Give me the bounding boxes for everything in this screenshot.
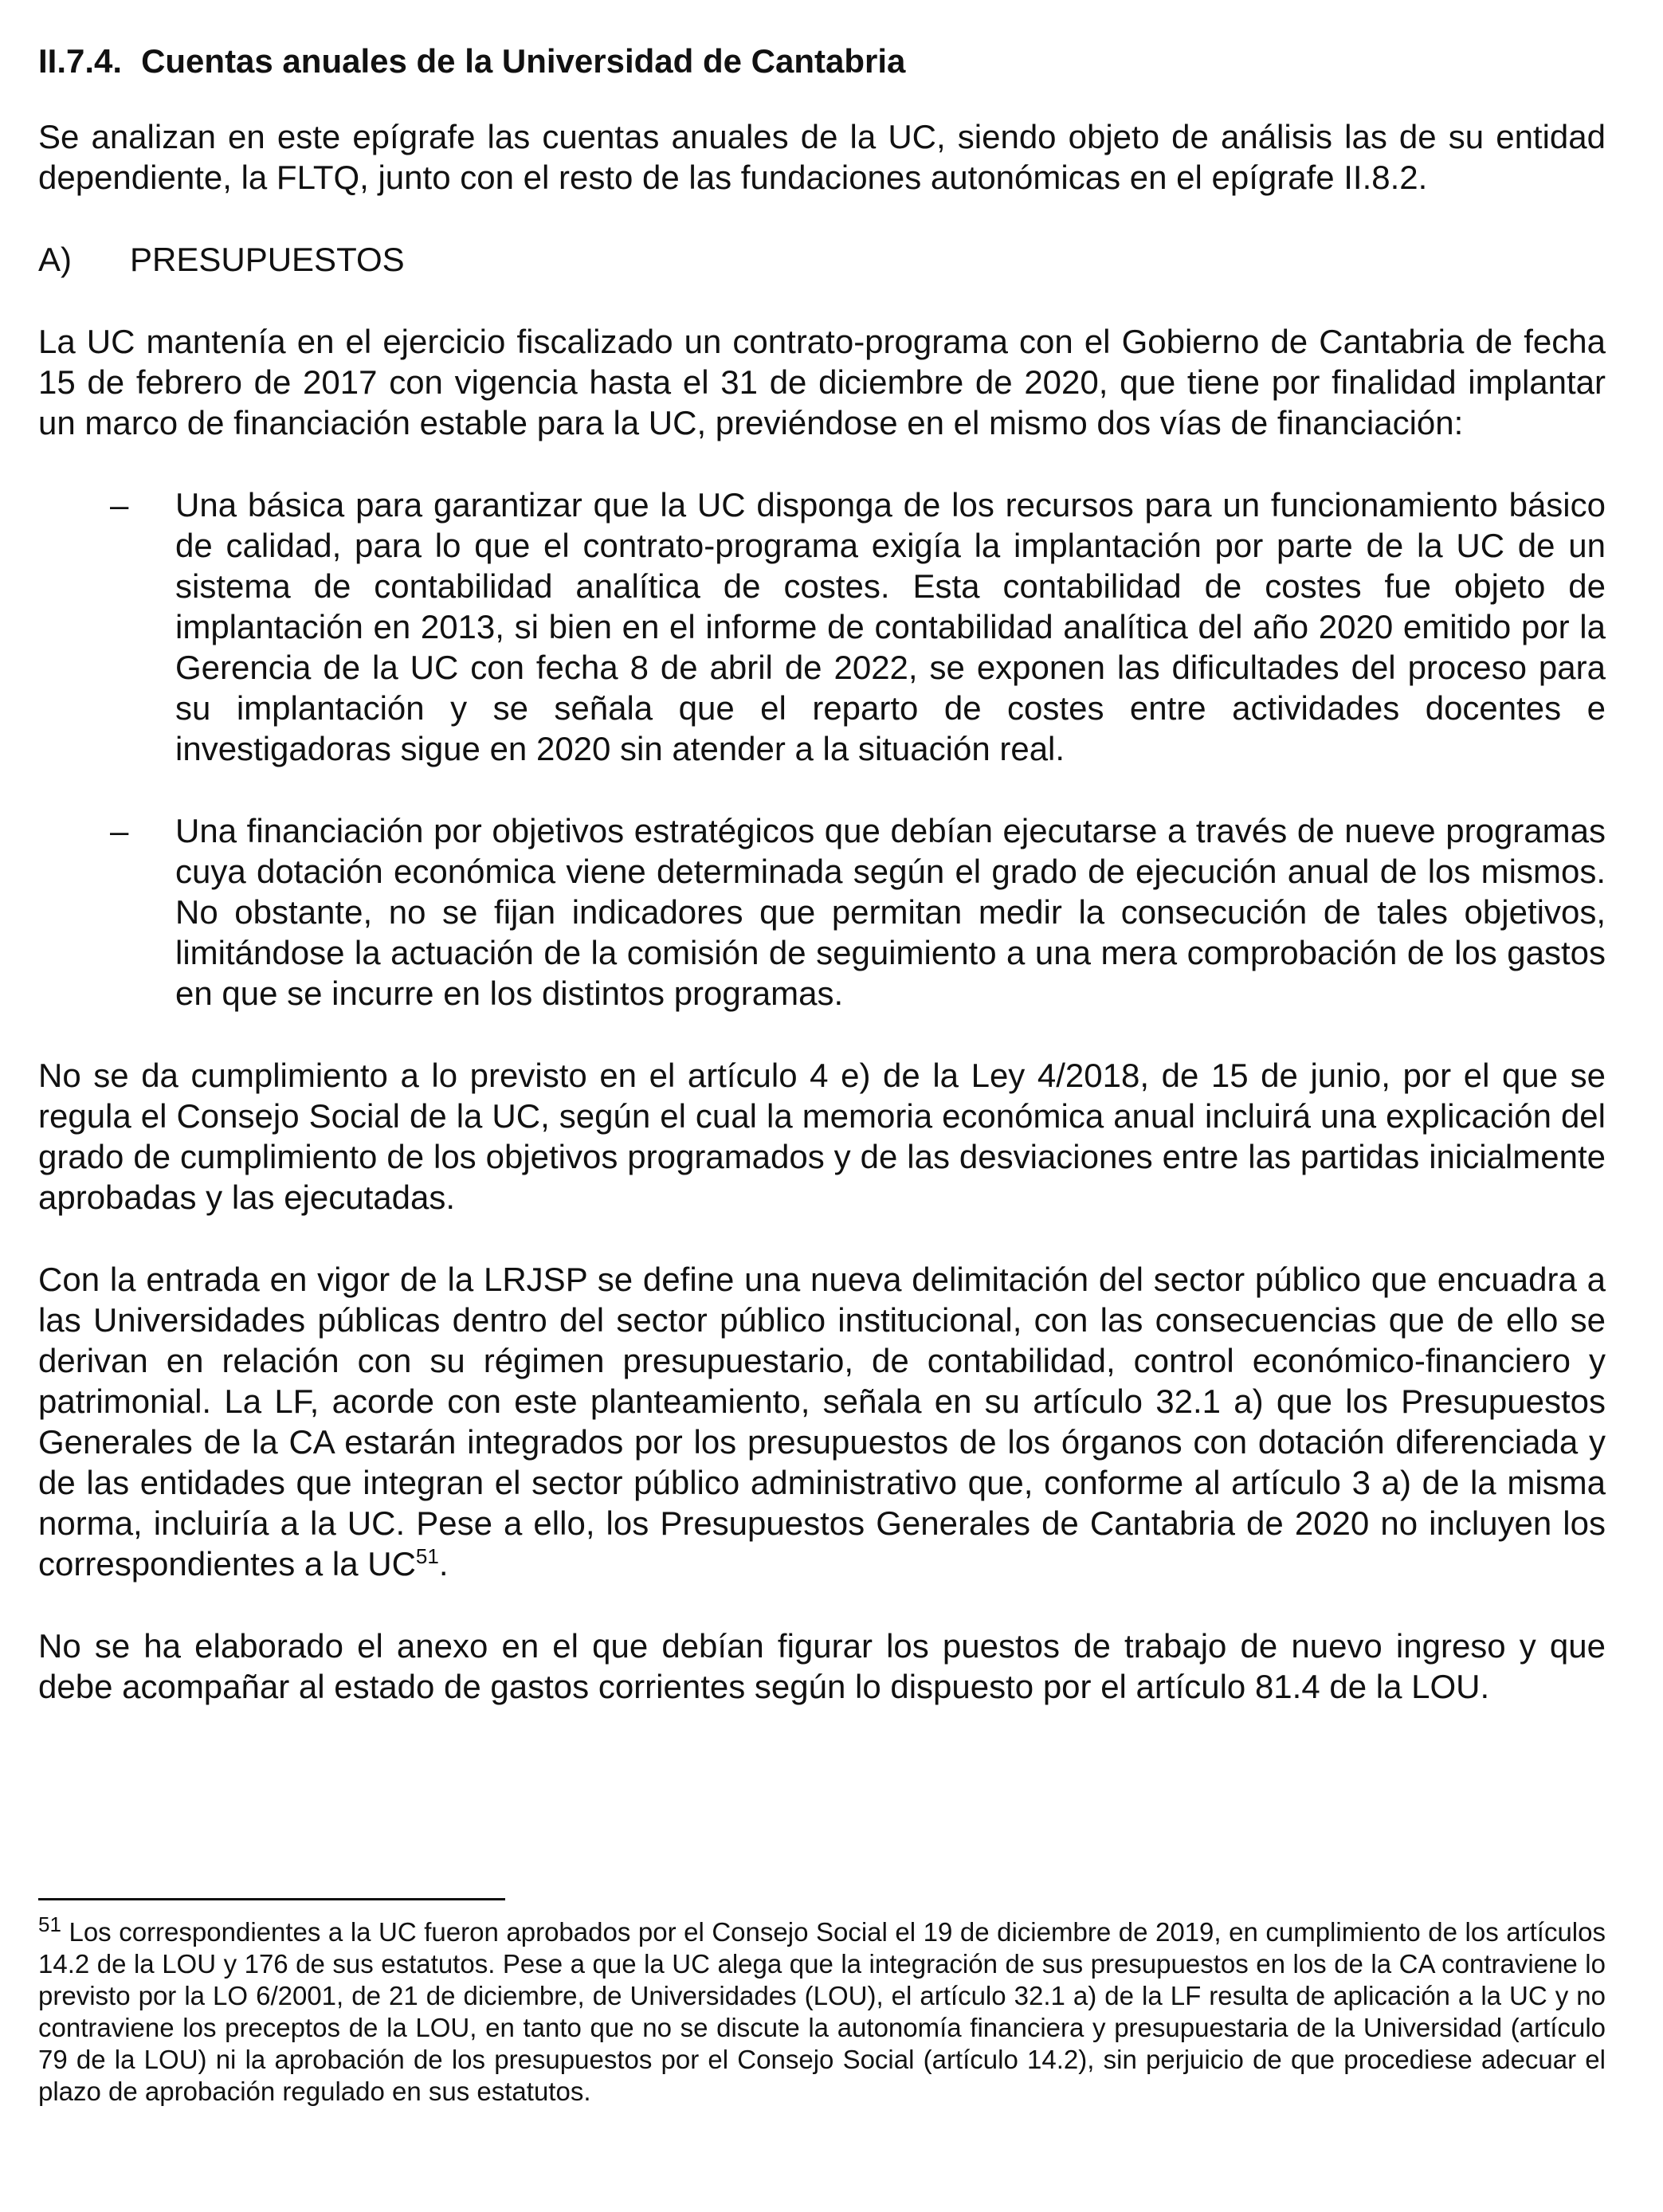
list-item: [38, 810, 1606, 1014]
footnote-number: 51: [38, 1912, 61, 1936]
subsection-letter: A): [38, 241, 72, 278]
ley-paragraph: No se da cumplimiento a lo previsto en el artículo 4 e) de la Ley 4/2018, de 15 de junio, por el que se regula el Consejo Social de la UC, según el cual la memoria económica anual incluirá una explicación del grado de cumplimiento de los objetivos programados y de las desviaciones entre las partidas inicialmente aprobadas y las ejecutadas.: [38, 1057, 1606, 1216]
heading-number: II.7.4.: [38, 42, 123, 80]
contrato-paragraph: La UC mantenía en el ejercicio fiscalizado un contrato-programa con el Gobierno de Cantabria de fecha 15 de febrero de 2017 con vigencia hasta el 31 de diciembre de 2020, que tiene por finalidad implantar un marco de financiación estable para la UC, previéndose en el mismo dos vías de financiación:: [38, 323, 1606, 441]
footnote: [38, 1912, 1606, 2108]
section-heading: [38, 40, 1606, 83]
lrjsp-paragraph: [38, 1259, 1606, 1584]
list-item-text: Una financiación por objetivos estratégicos que debían ejecutarse a través de nueve programas cuya dotación económica viene determinada según el grado de ejecución anual de los mismos. No obstante, no se fijan indicadores que permitan medir la consecución de tales objetivos, limitándose la actuación de la comisión de seguimiento a una mera comprobación de los gastos en que se incurre en los distintos programas.: [175, 812, 1606, 1012]
intro-paragraph: Se analizan en este epígrafe las cuentas anuales de la UC, siendo objeto de análisis las de su entidad dependiente, la FLTQ, junto con el resto de las fundaciones autonómicas en el epígrafe II.8.2.: [38, 118, 1606, 196]
footnote-divider: [38, 1898, 505, 1900]
dash-marker: –: [110, 486, 129, 524]
lrjsp-text: Con la entrada en vigor de la LRJSP se define una nueva delimitación del sector público que encuadra a las Universidades públicas dentro del sector público institucional, con las consecuencias que de ello se derivan en relación con su régimen presupuestario, de contabilidad, control económico-financiero y patrimonial. La LF, acorde con este planteamiento, señala en su artículo 32.1 a) que los Presupuestos Generales de la CA estarán integrados por los presupuestos de los órganos con dotación diferenciada y de las entidades que integran el sector público administrativo que, conforme al artículo 3 a) de la misma norma, incluiría a la UC. Pese a ello, los Presupuestos Generales de Cantabria de 2020 no incluyen los correspondientes a la UC: [38, 1261, 1606, 1583]
list-item: [38, 484, 1606, 769]
document-page: [38, 40, 1606, 1748]
financing-list: [38, 484, 1606, 1014]
dash-marker: –: [110, 812, 129, 849]
lrjsp-period: .: [438, 1545, 449, 1583]
anexo-paragraph: No se ha elaborado el anexo en el que debían figurar los puestos de trabajo de nuevo ingreso y que debe acompañar al estado de gastos corrientes según lo dispuesto por el artículo 81.4 de la LOU.: [38, 1627, 1606, 1705]
heading-title: Cuentas anuales de la Universidad de Cantabria: [141, 42, 906, 80]
footnote-text: Los correspondientes a la UC fueron aprobados por el Consejo Social el 19 de diciembre de 2019, en cumplimiento de los artículos 14.2 de la LOU y 176 de sus estatutos. Pese a que la UC alega que la integración de sus presupuestos en los de la CA contraviene lo previsto por la LO 6/2001, de 21 de diciembre, de Universidades (LOU), el artículo 32.1 a) de la LF resulta de aplicación a la UC y no contraviene los preceptos de la LOU, en tanto que no se discute la autonomía financiera y presupuestaria de la Universidad (artículo 79 de la LOU) ni la aprobación de los presupuestos por el Consejo Social (artículo 14.2), sin perjuicio de que procediese adecuar el plazo de aprobación regulado en sus estatutos.: [38, 1917, 1606, 2106]
list-item-text: Una básica para garantizar que la UC disponga de los recursos para un funcionamiento básico de calidad, para lo que el contrato-programa exigía la implantación por parte de la UC de un sistema de contabilidad analítica de costes. Esta contabilidad de costes fue objeto de implantación en 2013, si bien en el informe de contabilidad analítica del año 2020 emitido por la Gerencia de la UC con fecha 8 de abril de 2022, se exponen las dificultades del proceso para su implantación y se señala que el reparto de costes entre actividades docentes e investigadoras sigue en 2020 sin atender a la situación real.: [175, 486, 1606, 767]
subsection-title: [38, 239, 1606, 280]
footnote-reference[interactable]: 51: [415, 1544, 439, 1568]
subsection-name: PRESUPUESTOS: [130, 241, 405, 278]
